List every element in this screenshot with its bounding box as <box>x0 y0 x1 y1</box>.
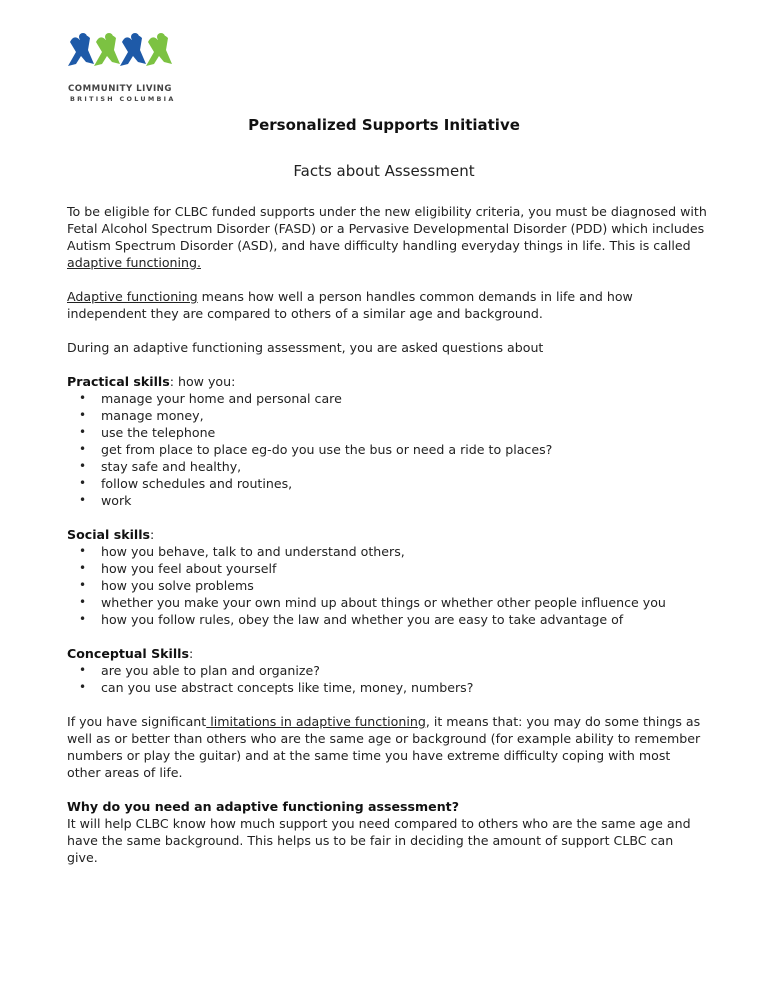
list-item: • how you behave, talk to and understand others, <box>67 543 707 560</box>
list-item: • work <box>67 492 707 509</box>
list-item: • whether you make your own mind up about things or whether other people influence you <box>67 594 707 611</box>
limitations-term: limitations in adaptive functioning <box>206 714 426 729</box>
list-item: • how you solve problems <box>67 577 707 594</box>
logo-line2: BRITISH COLUMBIA <box>70 95 176 103</box>
list-item: • manage your home and personal care <box>67 390 707 407</box>
conceptual-skills-list <box>67 662 707 696</box>
adaptive-functioning-link: adaptive functioning. <box>67 255 201 270</box>
list-item: • get from place to place eg-do you use the bus or need a ride to places? <box>67 441 707 458</box>
why-paragraph: It will help CLBC know how much support you need compared to others who are the same age and have the same background. This helps us to be fair in deciding the amount of support CLBC can give. <box>67 816 691 865</box>
conceptual-skills-heading: Conceptual Skills: <box>67 646 194 661</box>
social-skills-list <box>67 543 707 628</box>
clbc-logo <box>66 32 186 104</box>
list-item: • how you follow rules, obey the law and whether you are easy to take advantage of <box>67 611 707 628</box>
intro-paragraph: To be eligible for CLBC funded supports under the new eligibility criteria, you must be diagnosed with Fetal Alcohol Spectrum Disorder (FASD) or a Pervasive Developmental Disorder (PDD) which includes Autism Spectrum Disorder (ASD), and have difficulty handling everyday things in life. This is called adaptive functioning. <box>67 204 707 270</box>
definition-paragraph: Adaptive functioning means how well a person handles common demands in life and how independent they are compared to others of a similar age and background. <box>67 289 633 321</box>
list-item: • follow schedules and routines, <box>67 475 707 492</box>
definition-term: Adaptive functioning <box>67 289 198 304</box>
page-title: Personalized Supports Initiative <box>248 116 520 134</box>
page-subtitle: Facts about Assessment <box>293 162 475 180</box>
practical-skills-list <box>67 390 707 509</box>
practical-skills-heading: Practical skills: how you: <box>67 374 236 389</box>
social-skills-heading: Social skills: <box>67 527 155 542</box>
document-body <box>67 203 707 883</box>
limitations-paragraph: If you have significant limitations in adaptive functioning, it means that: you may do some things as well as or better than others who are the same age or background (for example ability to remember numbers or play the guitar) and at the same time you have extreme difficulty coping with most other areas of life. <box>67 714 701 780</box>
people-figures-icon <box>66 32 176 82</box>
why-heading: Why do you need an adaptive functioning assessment? <box>67 799 459 814</box>
list-item: • how you feel about yourself <box>67 560 707 577</box>
assessment-intro: During an adaptive functioning assessment, you are asked questions about <box>67 340 544 355</box>
list-item: • stay safe and healthy, <box>67 458 707 475</box>
list-item: • manage money, <box>67 407 707 424</box>
list-item: • use the telephone <box>67 424 707 441</box>
list-item: • are you able to plan and organize? <box>67 662 707 679</box>
list-item: • can you use abstract concepts like time, money, numbers? <box>67 679 707 696</box>
logo-line1: COMMUNITY LIVING <box>68 84 172 94</box>
